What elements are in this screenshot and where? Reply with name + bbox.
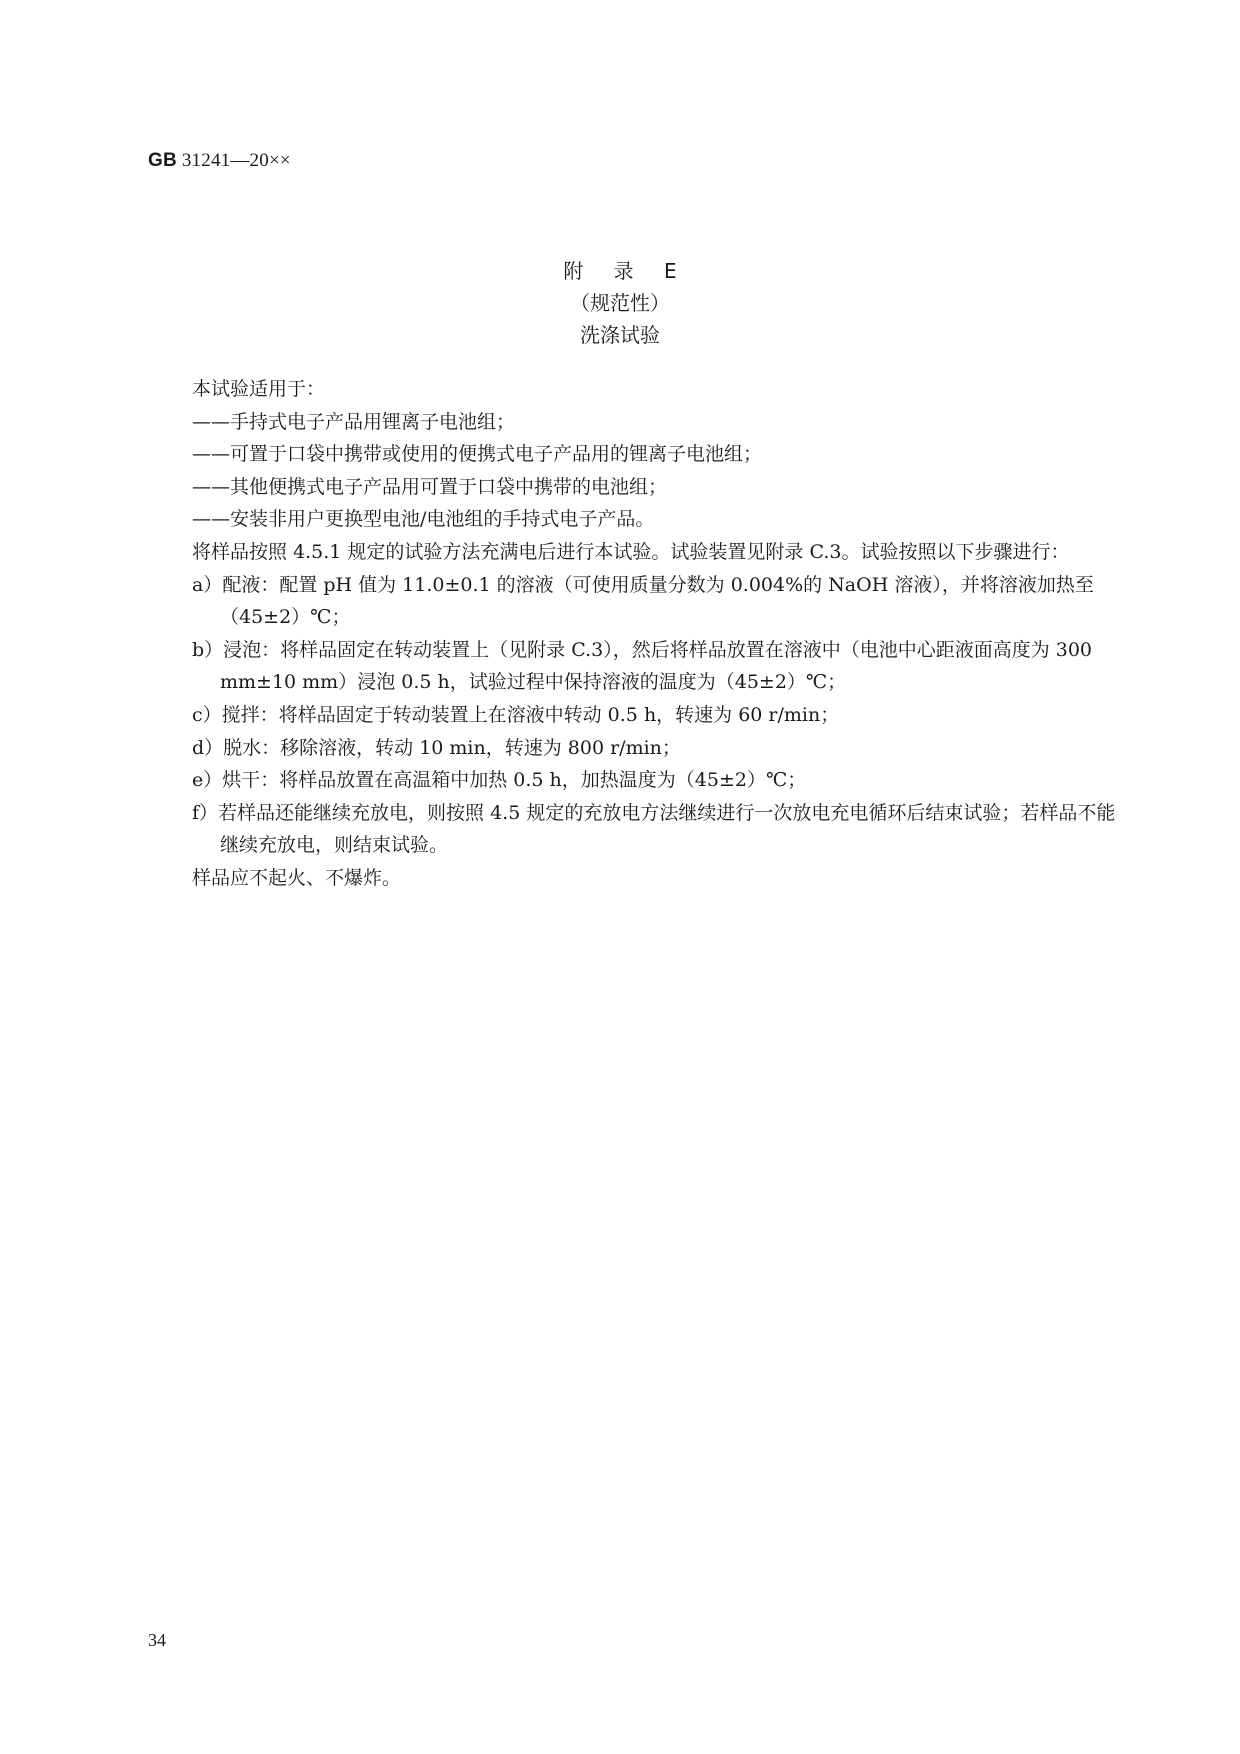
document-body <box>148 373 1118 895</box>
procedure-step: b）浸泡：将样品固定在转动装置上（见附录 C.3），然后将样品放置在溶液中（电池中心距液面高度为 300 mm±10 mm）浸泡 0.5 h，试验过程中保持溶液的温度为（45±2）℃； <box>192 638 1092 694</box>
conclusion: 样品应不起火、不爆炸。 <box>192 866 402 889</box>
procedure-step: d）脱水：移除溶液，转动 10 min，转速为 800 r/min； <box>192 736 681 759</box>
procedure-step: e）烘干：将样品放置在高温箱中加热 0.5 h，加热温度为（45±2）℃； <box>192 769 807 792</box>
scope-item: ——安装非用户更换型电池/电池组的手持式电子产品。 <box>192 508 655 531</box>
procedure-step: a）配液：配置 pH 值为 11.0±0.1 的溶液（可使用质量分数为 0.004%的 NaOH 溶液），并将溶液加热至（45±2）℃； <box>192 573 1094 629</box>
procedure-intro: 将样品按照 4.5.1 规定的试验方法充满电后进行本试验。试验装置见附录 C.3。试验按照以下步骤进行： <box>192 540 1070 563</box>
appendix-label: 附 录 E <box>563 259 689 283</box>
page-number: 34 <box>148 1630 166 1650</box>
appendix-type: （规范性） <box>570 291 670 315</box>
appendix-heading <box>0 255 1240 351</box>
standard-number: 31241—20×× <box>181 150 291 171</box>
standard-code <box>148 150 291 172</box>
scope-item: ——手持式电子产品用锂离子电池组； <box>192 410 516 433</box>
scope-item: ——可置于口袋中携带或使用的便携式电子产品用的锂离子电池组； <box>192 443 763 466</box>
scope-intro: 本试验适用于： <box>192 378 326 400</box>
standard-prefix: GB <box>148 150 177 171</box>
procedure-step: f）若样品还能继续充放电，则按照 4.5 规定的充放电方法继续进行一次放电充电循环后结束试验；若样品不能继续充放电，则结束试验。 <box>192 801 1116 857</box>
procedure-step: c）搅拌：将样品固定于转动装置上在溶液中转动 0.5 h，转速为 60 r/min； <box>192 703 840 726</box>
scope-item: ——其他便携式电子产品用可置于口袋中携带的电池组； <box>192 475 668 498</box>
appendix-title: 洗涤试验 <box>580 323 660 347</box>
